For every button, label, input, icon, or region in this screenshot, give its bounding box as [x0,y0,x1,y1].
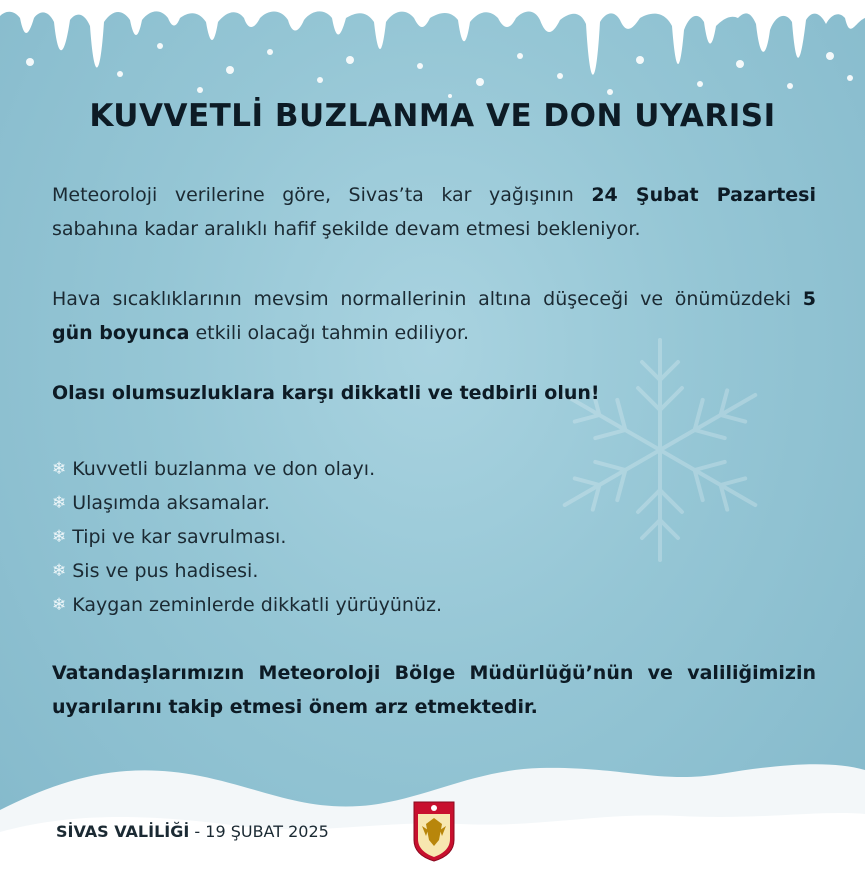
snowflake-icon: ❄ [52,561,67,581]
list-item: ❄ Tipi ve kar savrulması. [52,520,442,554]
list-item: ❄ Ulaşımda aksamalar. [52,486,442,520]
paragraph-snow-forecast: Meteoroloji verilerine göre, Sivas’ta kar yağışının 24 Şubat Pazartesi sabahına kadar aralıklı hafif şekilde devam etmesi bekleniyor. [52,184,816,240]
sivas-valiligi-emblem-icon [412,800,456,862]
closing-statement: Vatandaşlarımızın Meteoroloji Bölge Müdürlüğü’nün ve valiliğimizin uyarılarını takip etmesi önem arz etmektedir. [52,662,816,718]
snowflake-icon: ❄ [52,527,67,547]
paragraph-temperature-forecast: Hava sıcaklıklarının mevsim normallerinin altına düşeceği ve önümüzdeki 5 gün boyunca etkili olacağı tahmin ediliyor. [52,288,816,344]
icicles-decoration [0,0,865,110]
snowflake-icon: ❄ [52,595,67,615]
snowflake-watermark-icon [540,330,780,570]
list-item: ❄ Kuvvetli buzlanma ve don olayı. [52,452,442,486]
hazard-list [52,452,442,622]
page-title: KUVVETLİ BUZLANMA VE DON UYARISI [89,98,776,134]
footer-credit: SİVAS VALİLİĞİ - 19 ŞUBAT 2025 [56,822,329,841]
list-item: ❄ Kaygan zeminlerde dikkatli yürüyünüz. [52,588,442,622]
warning-text: Olası olumsuzluklara karşı dikkatli ve tedbirli olun! [52,382,600,404]
snowflake-icon: ❄ [52,493,67,513]
snowflake-icon: ❄ [52,459,67,479]
list-item: ❄ Sis ve pus hadisesi. [52,554,442,588]
